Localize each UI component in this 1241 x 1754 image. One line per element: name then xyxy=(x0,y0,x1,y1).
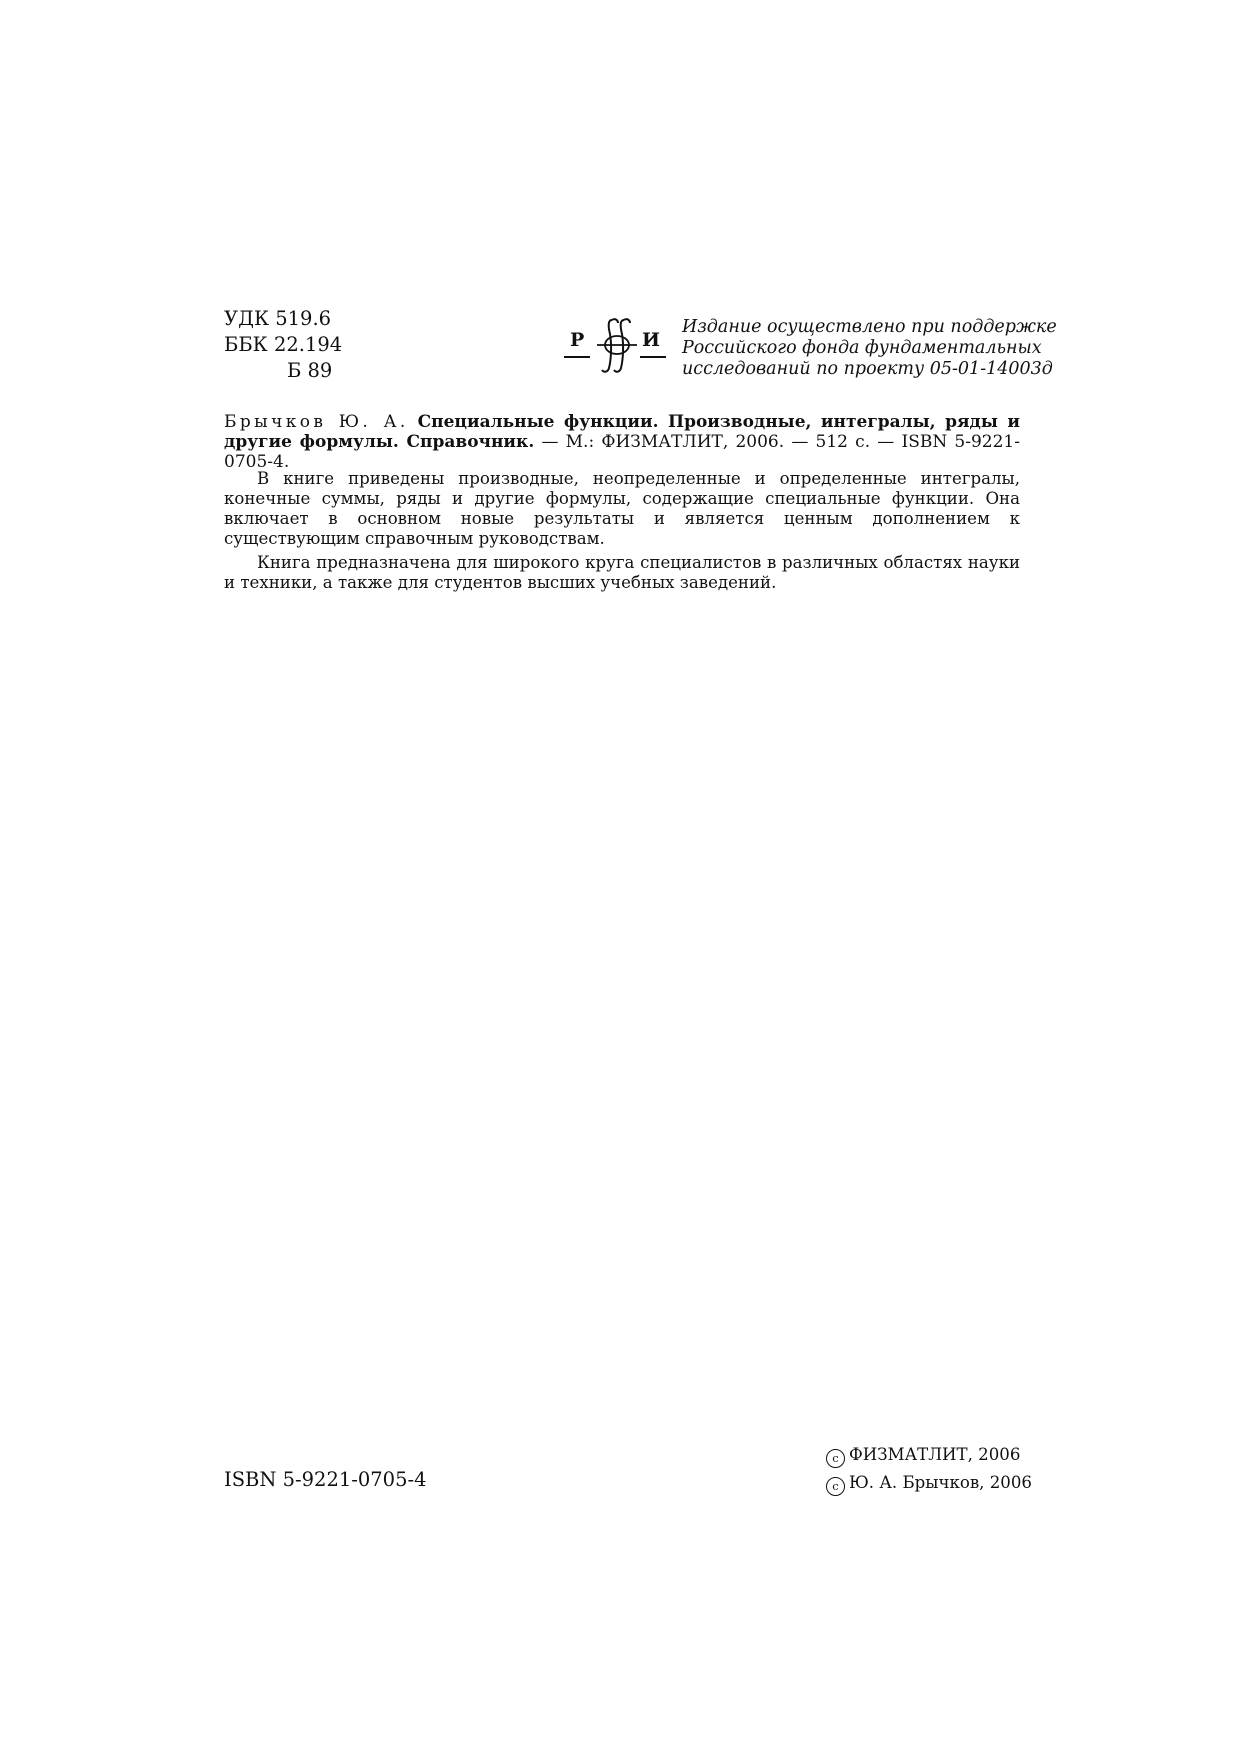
udk-code: УДК 519.6 xyxy=(224,307,332,330)
logo-letter-i: И xyxy=(642,329,660,351)
book-title: Специальные функции. Производные, интегралы, ряды и другие формулы. Справочник. xyxy=(224,412,1020,452)
support-note-line: Российского фонда фундаментальных xyxy=(682,338,1042,358)
book-imprint: — М.: ФИЗМАТЛИТ, 2006. — 512 с. — ISBN 5-9221-0705-4. xyxy=(224,432,1020,472)
copyright-author xyxy=(826,1469,1032,1497)
copyright-icon: c xyxy=(826,1449,845,1468)
annotation xyxy=(224,469,1020,593)
annotation-paragraph: Книга предназначена для широкого круга специалистов в различных областях науки и техники, а также для студентов высших учебных заведений. xyxy=(224,553,1020,592)
rffi-logo xyxy=(560,316,672,376)
double-integral-icon xyxy=(597,316,637,376)
isbn: ISBN 5-9221-0705-4 xyxy=(224,1468,427,1491)
copyright-publisher-text: ФИЗМАТЛИТ, 2006 xyxy=(849,1445,1021,1464)
logo-rule-right xyxy=(640,356,666,358)
logo-rule-left xyxy=(564,356,590,358)
copyright-author-text: Ю. А. Брычков, 2006 xyxy=(849,1473,1032,1492)
logo-letter-r: Р xyxy=(570,329,585,351)
bbk-code: ББК 22.194 xyxy=(224,333,343,356)
support-note xyxy=(682,317,1057,380)
annotation-paragraph: В книге приведены производные, неопределенные и определенные интегралы, конечные суммы, ряды и другие формулы, содержащие специальные функции. Она включает в основном новые результаты и является ценным дополнением к существующим справочным руководствам. xyxy=(224,469,1020,548)
copyright-notices xyxy=(826,1441,1032,1497)
support-note-line: Издание осуществлено при поддержке xyxy=(682,317,1057,337)
copyright-icon: c xyxy=(826,1477,845,1496)
copyright-publisher xyxy=(826,1441,1020,1469)
author-mark: Б 89 xyxy=(287,359,333,382)
classification-codes xyxy=(224,306,342,384)
bibliographic-record xyxy=(224,412,1020,472)
support-note-line: исследований по проекту 05-01-14003д xyxy=(682,359,1053,379)
book-author: Брычков Ю. А. xyxy=(224,412,409,432)
